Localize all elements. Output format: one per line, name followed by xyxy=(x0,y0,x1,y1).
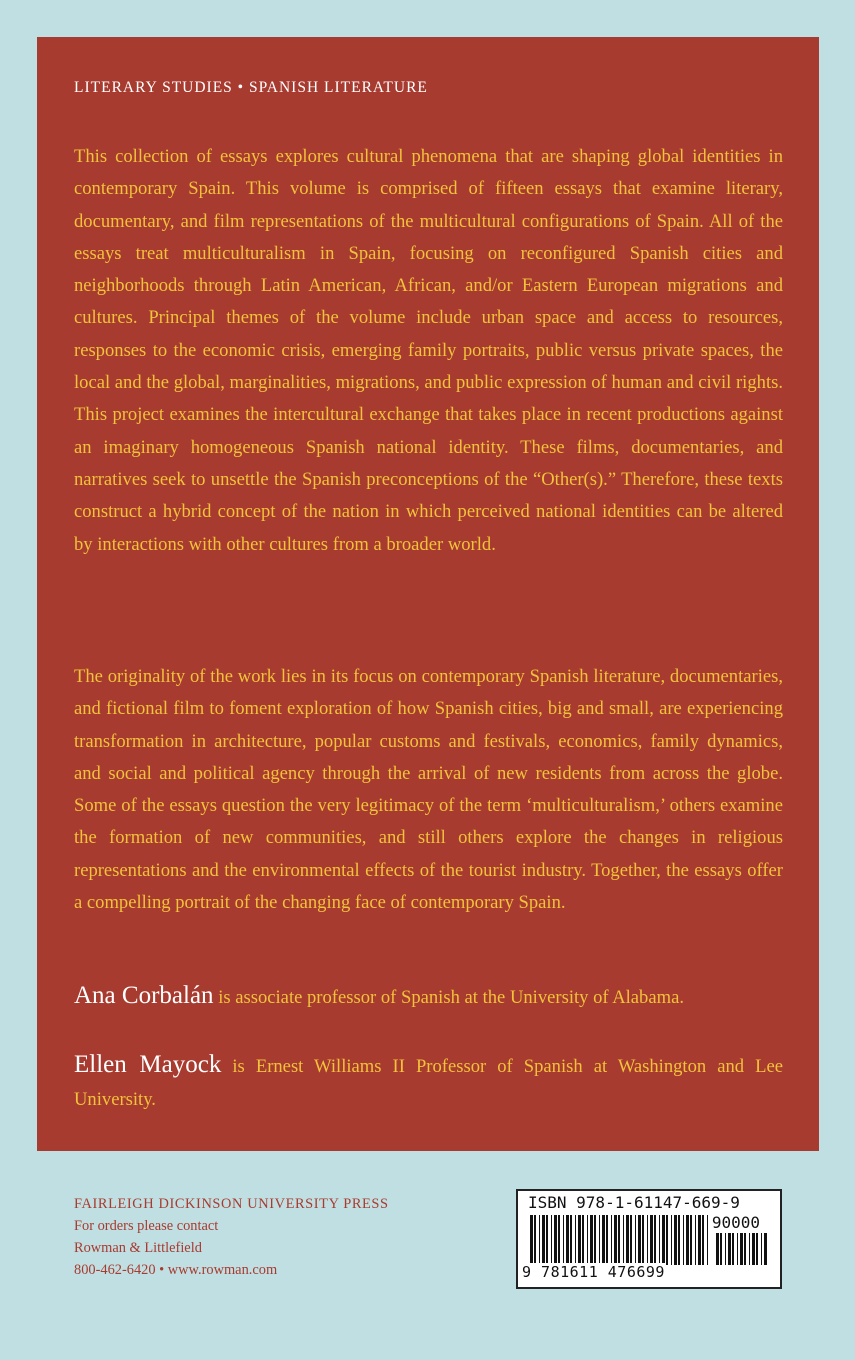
editor-bio-2 xyxy=(74,1049,783,1116)
ean-number: 9 781611 476699 xyxy=(522,1263,665,1281)
editor-bio-text-1: is associate professor of Spanish at the University of Alabama. xyxy=(213,987,684,1008)
isbn-label: ISBN 978-1-61147-669-9 xyxy=(528,1193,740,1212)
editor-bio-text-2: is Ernest Williams II Professor of Spanish at Washington and Lee University. xyxy=(74,1056,783,1110)
editor-name-1: Ana Corbalán xyxy=(74,982,214,1009)
orders-note: For orders please contact xyxy=(74,1218,219,1234)
editor-bio-1 xyxy=(74,980,783,1015)
barcode-bars-icon xyxy=(530,1215,710,1265)
publisher-name: FAIRLEIGH DICKINSON UNIVERSITY PRESS xyxy=(74,1196,389,1212)
barcode-addon-bars-icon xyxy=(716,1233,770,1265)
distributor-name: Rowman & Littlefield xyxy=(74,1240,202,1256)
back-cover-panel xyxy=(37,37,819,1151)
isbn-barcode xyxy=(516,1189,782,1289)
description-paragraph-2: The originality of the work lies in its focus on contemporary Spanish literature, documentaries, and fictional film to foment exploration of how Spanish cities, big and small, are experiencing transformation in architecture, popular customs and festivals, economics, family dynamics, and social and political agency through the arrival of new residents from across the globe. Some of the essays question the very legitimacy of the term ‘multiculturalism,’ others examine the formation of new communities, and still others explore the changes in religious representations and the environmental effects of the tourist industry. Together, the essays offer a compelling portrait of the changing face of contemporary Spain. xyxy=(74,666,783,914)
editor-name-2: Ellen Mayock xyxy=(74,1051,222,1078)
subject-category: LITERARY STUDIES • SPANISH LITERATURE xyxy=(74,79,428,96)
publisher-info xyxy=(74,1193,389,1281)
description-paragraph-1: This collection of essays explores cultural phenomena that are shaping global identities in contemporary Spain. This volume is comprised of fifteen essays that examine literary, documentary, and film representations of the multicultural configurations of Spain. All of the essays treat multiculturalism in Spain, focusing on reconfigured Spanish cities and neighborhoods through Latin American, African, and/or Eastern European migrations and cultures. Principal themes of the volume include urban space and access to resources, responses to the economic crisis, emerging family portraits, public versus private spaces, the local and the global, marginalities, migrations, and public expression of human and civil rights. This project examines the intercultural exchange that takes place in recent productions against an imaginary homogeneous Spanish national identity. These films, documentaries, and narratives seek to unsettle the Spanish preconceptions of the “Other(s).” Therefore, these texts construct a hybrid concept of the nation in which perceived national identities can be altered by interactions with other cultures from a broader world. xyxy=(74,146,783,555)
price-code: 90000 xyxy=(711,1213,760,1232)
contact-line: 800-462-6420 • www.rowman.com xyxy=(74,1262,278,1278)
